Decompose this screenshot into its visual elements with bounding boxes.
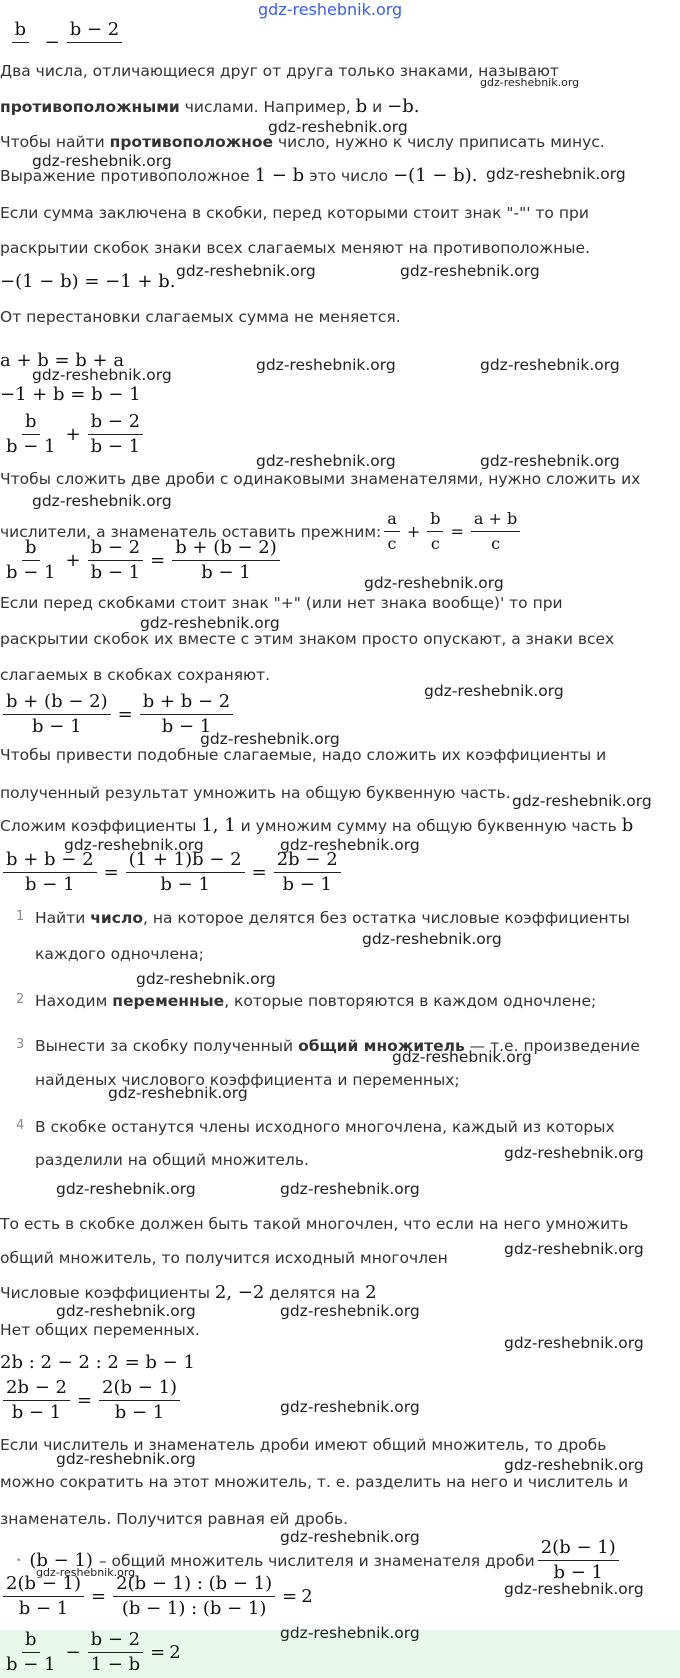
text-line: Сложим коэффициенты 1, 1 и умножим сумму на общую буквенную часть b <box>0 815 634 836</box>
fraction: $\frac{2(b - 1)}{b - 1}$ <box>535 1536 622 1585</box>
watermark: gdz-reshebnik.org <box>504 1580 644 1598</box>
watermark: gdz-reshebnik.org <box>504 1144 644 1162</box>
watermark: gdz-reshebnik.org <box>512 792 652 810</box>
text-line: • (b − 1) – общий множитель числителя и знаменателя дроби $\frac{2(b - 1)}{b - 1}$ <box>16 1536 622 1585</box>
watermark: gdz-reshebnik.org <box>364 574 504 592</box>
fraction-equation: $\frac{b + (b - 2)}{b - 1}$ = $\frac{b + b - 2}{b - 1}$ <box>0 690 236 739</box>
watermark: gdz-reshebnik.org <box>176 262 316 280</box>
math-line: −(1 − b) = −1 + b. <box>0 271 176 292</box>
text-line: Два числа, отличающиеся друг от друга только знаками, называют <box>0 62 559 80</box>
watermark: gdz-reshebnik.org <box>32 366 172 384</box>
watermark: gdz-reshebnik.org <box>280 1398 420 1416</box>
watermark: gdz-reshebnik.org <box>280 1302 420 1320</box>
watermark: gdz-reshebnik.org <box>56 1302 196 1320</box>
watermark: gdz-reshebnik.org <box>362 930 502 948</box>
fraction: $\frac{a + b}{c}$ <box>471 507 520 556</box>
fraction: b − 2 <box>67 18 123 67</box>
bullet-icon: • <box>16 1555 22 1566</box>
watermark: gdz-reshebnik.org <box>280 1180 420 1198</box>
fraction: $\frac{b + b - 2}{b - 1}$ <box>3 848 97 897</box>
watermark: gdz-reshebnik.org <box>504 1334 644 1352</box>
watermark: gdz-reshebnik.org <box>280 1624 420 1642</box>
text-line: Если сумма заключена в скобки, перед которыми стоит знак "-"' то при <box>0 204 589 222</box>
text-line: противоположными числами. Например, b и −b. <box>0 96 420 117</box>
watermark: gdz-reshebnik.org <box>256 452 396 470</box>
watermark: gdz-reshebnik.org <box>480 356 620 374</box>
fraction: b <box>3 18 38 67</box>
fraction: $\frac{b - 2}{b - 1}$ <box>88 410 144 459</box>
top-expression: b − b − 2 <box>0 18 125 67</box>
fraction-sum: $\frac{b}{b - 1}$ + $\frac{b - 2}{b - 1}$ <box>0 410 146 459</box>
text-line: Выражение противоположное 1 − b это число −(1 − b). <box>0 165 478 186</box>
math-line: −1 + b = b − 1 <box>0 384 141 405</box>
text-line: можно сократить на этот множитель, т. е. разделить на него и числитель и <box>0 1473 629 1491</box>
step-text: Вынести за скобку полученный общий множитель — т.е. произведение <box>35 1037 640 1055</box>
step-text: Найти число, на которое делятся без остатка числовые коэффициенты <box>35 909 630 927</box>
watermark: gdz-reshebnik.org <box>258 0 403 19</box>
text-line: Чтобы привести подобные слагаемые, надо сложить их коэффициенты и <box>0 746 607 764</box>
fraction: $\frac{b + (b - 2)}{b - 1}$ <box>172 536 280 585</box>
watermark: gdz-reshebnik.org <box>256 356 396 374</box>
watermark: gdz-reshebnik.org <box>140 614 280 632</box>
step-text: разделили на общий множитель. <box>35 1151 309 1169</box>
text-line: Числовые коэффициенты 2, −2 делятся на 2 <box>0 1282 377 1303</box>
fraction: $\frac{2(b - 1)}{b - 1}$ <box>3 1572 84 1621</box>
step-number: 3 <box>16 1037 25 1052</box>
fraction: $\frac{a}{c}$ <box>384 507 400 556</box>
watermark: gdz-reshebnik.org <box>200 730 340 748</box>
fraction: $\frac{b}{b - 1}$ <box>6 537 56 583</box>
fraction-equation: $\frac{2(b - 1)}{b - 1}$ = $\frac{2(b - 1) : (b - 1)}{(b - 1) : (b - 1)}$ = 2 <box>0 1572 313 1621</box>
watermark: gdz-reshebnik.org <box>108 1084 248 1102</box>
watermark: gdz-reshebnik.org <box>64 836 204 854</box>
fraction-rule: $\frac{a}{c}$ + $\frac{b}{c}$ = $\frac{a + b}{c}$ <box>381 507 523 556</box>
watermark: gdz-reshebnik.org <box>32 152 172 170</box>
fraction: $\frac{(1 + 1)b - 2}{b - 1}$ <box>126 848 245 897</box>
fraction: $\frac{2(b - 1) : (b - 1)}{(b - 1) : (b - 1)}$ <box>113 1572 275 1621</box>
fraction: $\frac{b}{b - 1}$ <box>6 1629 56 1675</box>
watermark: gdz-reshebnik.org <box>504 1240 644 1258</box>
text-line: раскрытии скобок их вместе с этим знаком просто опускают, а знаки всех <box>0 630 615 648</box>
math-line: 2b : 2 − 2 : 2 = b − 1 <box>0 1352 195 1373</box>
text-line: Если числитель и знаменатель дроби имеют общий множитель, то дробь <box>0 1436 607 1454</box>
watermark: gdz-reshebnik.org <box>36 1566 136 1579</box>
watermark: gdz-reshebnik.org <box>392 1048 532 1066</box>
step-text: каждого одночлена; <box>35 945 204 963</box>
fraction: $\frac{b + b - 2}{b - 1}$ <box>140 690 234 739</box>
step-text: Находим переменные, которые повторяются в каждом одночлене; <box>35 992 597 1010</box>
fraction: $\frac{b + (b - 2)}{b - 1}$ <box>3 690 111 739</box>
text-line: общий множитель, то получится исходный многочлен <box>0 1249 448 1267</box>
watermark: gdz-reshebnik.org <box>424 682 564 700</box>
fraction: $\frac{2(b - 1)}{b - 1}$ <box>99 1376 180 1425</box>
text-line: От перестановки слагаемых сумма не меняется. <box>0 308 401 326</box>
watermark: gdz-reshebnik.org <box>486 165 626 183</box>
watermark: gdz-reshebnik.org <box>56 1180 196 1198</box>
step-text: В скобке останутся члены исходного многочлена, каждый из которых <box>35 1118 615 1136</box>
step-text: найденых числового коэффициента и переменных; <box>35 1071 460 1089</box>
fraction: $\frac{b - 2}{1 - b}$ <box>88 1628 144 1677</box>
text-line: То есть в скобке должен быть такой многочлен, что если на него умножить <box>0 1215 629 1233</box>
fraction-equation: $\frac{2b - 2}{b - 1}$ = $\frac{2(b - 1)}{b - 1}$ <box>0 1376 183 1425</box>
watermark: gdz-reshebnik.org <box>280 836 420 854</box>
watermark: gdz-reshebnik.org <box>280 1528 420 1546</box>
step-number: 2 <box>16 992 25 1007</box>
text-line: Нет общих переменных. <box>0 1321 200 1339</box>
watermark: gdz-reshebnik.org <box>56 1450 196 1468</box>
math-line: a + b = b + a <box>0 350 125 371</box>
watermark: gdz-reshebnik.org <box>32 492 172 510</box>
fraction: $\frac{2b - 2}{b - 1}$ <box>3 1376 70 1425</box>
fraction: $\frac{b}{c}$ <box>427 507 443 556</box>
text-line: Если перед скобками стоит знак "+" (или нет знака вообще)' то при <box>0 594 563 612</box>
watermark: gdz-reshebnik.org <box>136 970 276 988</box>
text-line: слагаемых в скобках сохраняют. <box>0 666 271 684</box>
watermark: gdz-reshebnik.org <box>268 118 408 136</box>
watermark: gdz-reshebnik.org <box>504 1456 644 1474</box>
fraction-equation: $\frac{b}{b - 1}$ + $\frac{b - 2}{b - 1}$ = $\frac{b + (b - 2)}{b - 1}$ <box>0 536 283 585</box>
text-line: полученный результат умножить на общую буквенную часть. <box>0 784 511 802</box>
watermark: gdz-reshebnik.org <box>400 262 540 280</box>
fraction: $\frac{2b - 2}{b - 1}$ <box>274 848 341 897</box>
final-answer: $\frac{b}{b - 1}$ − $\frac{b - 2}{1 - b}$ = 2 <box>0 1628 181 1677</box>
step-number: 4 <box>16 1118 25 1133</box>
text-line: Чтобы найти противоположное число, нужно к числу приписать минус. <box>0 133 605 151</box>
fraction: $\frac{b - 2}{b - 1}$ <box>88 536 144 585</box>
text-line: числители, а знаменатель оставить прежним: $\frac{a}{c}$ + $\frac{b}{c}$ = $\frac{a + b}{c}$ <box>0 507 523 556</box>
text-line: Чтобы сложить две дроби с одинаковыми знаменателями, нужно сложить их <box>0 470 641 488</box>
fraction-equation: $\frac{b + b - 2}{b - 1}$ = $\frac{(1 + 1)b - 2}{b - 1}$ = $\frac{2b - 2}{b - 1}$ <box>0 848 344 897</box>
watermark: gdz-reshebnik.org <box>480 76 580 89</box>
text-line: раскрытии скобок знаки всех слагаемых меняют на противоположные. <box>0 239 590 257</box>
fraction: $\frac{b}{b - 1}$ <box>6 411 56 457</box>
step-number: 1 <box>16 909 25 924</box>
text-line: знаменатель. Получится равная ей дробь. <box>0 1510 349 1528</box>
watermark: gdz-reshebnik.org <box>480 452 620 470</box>
